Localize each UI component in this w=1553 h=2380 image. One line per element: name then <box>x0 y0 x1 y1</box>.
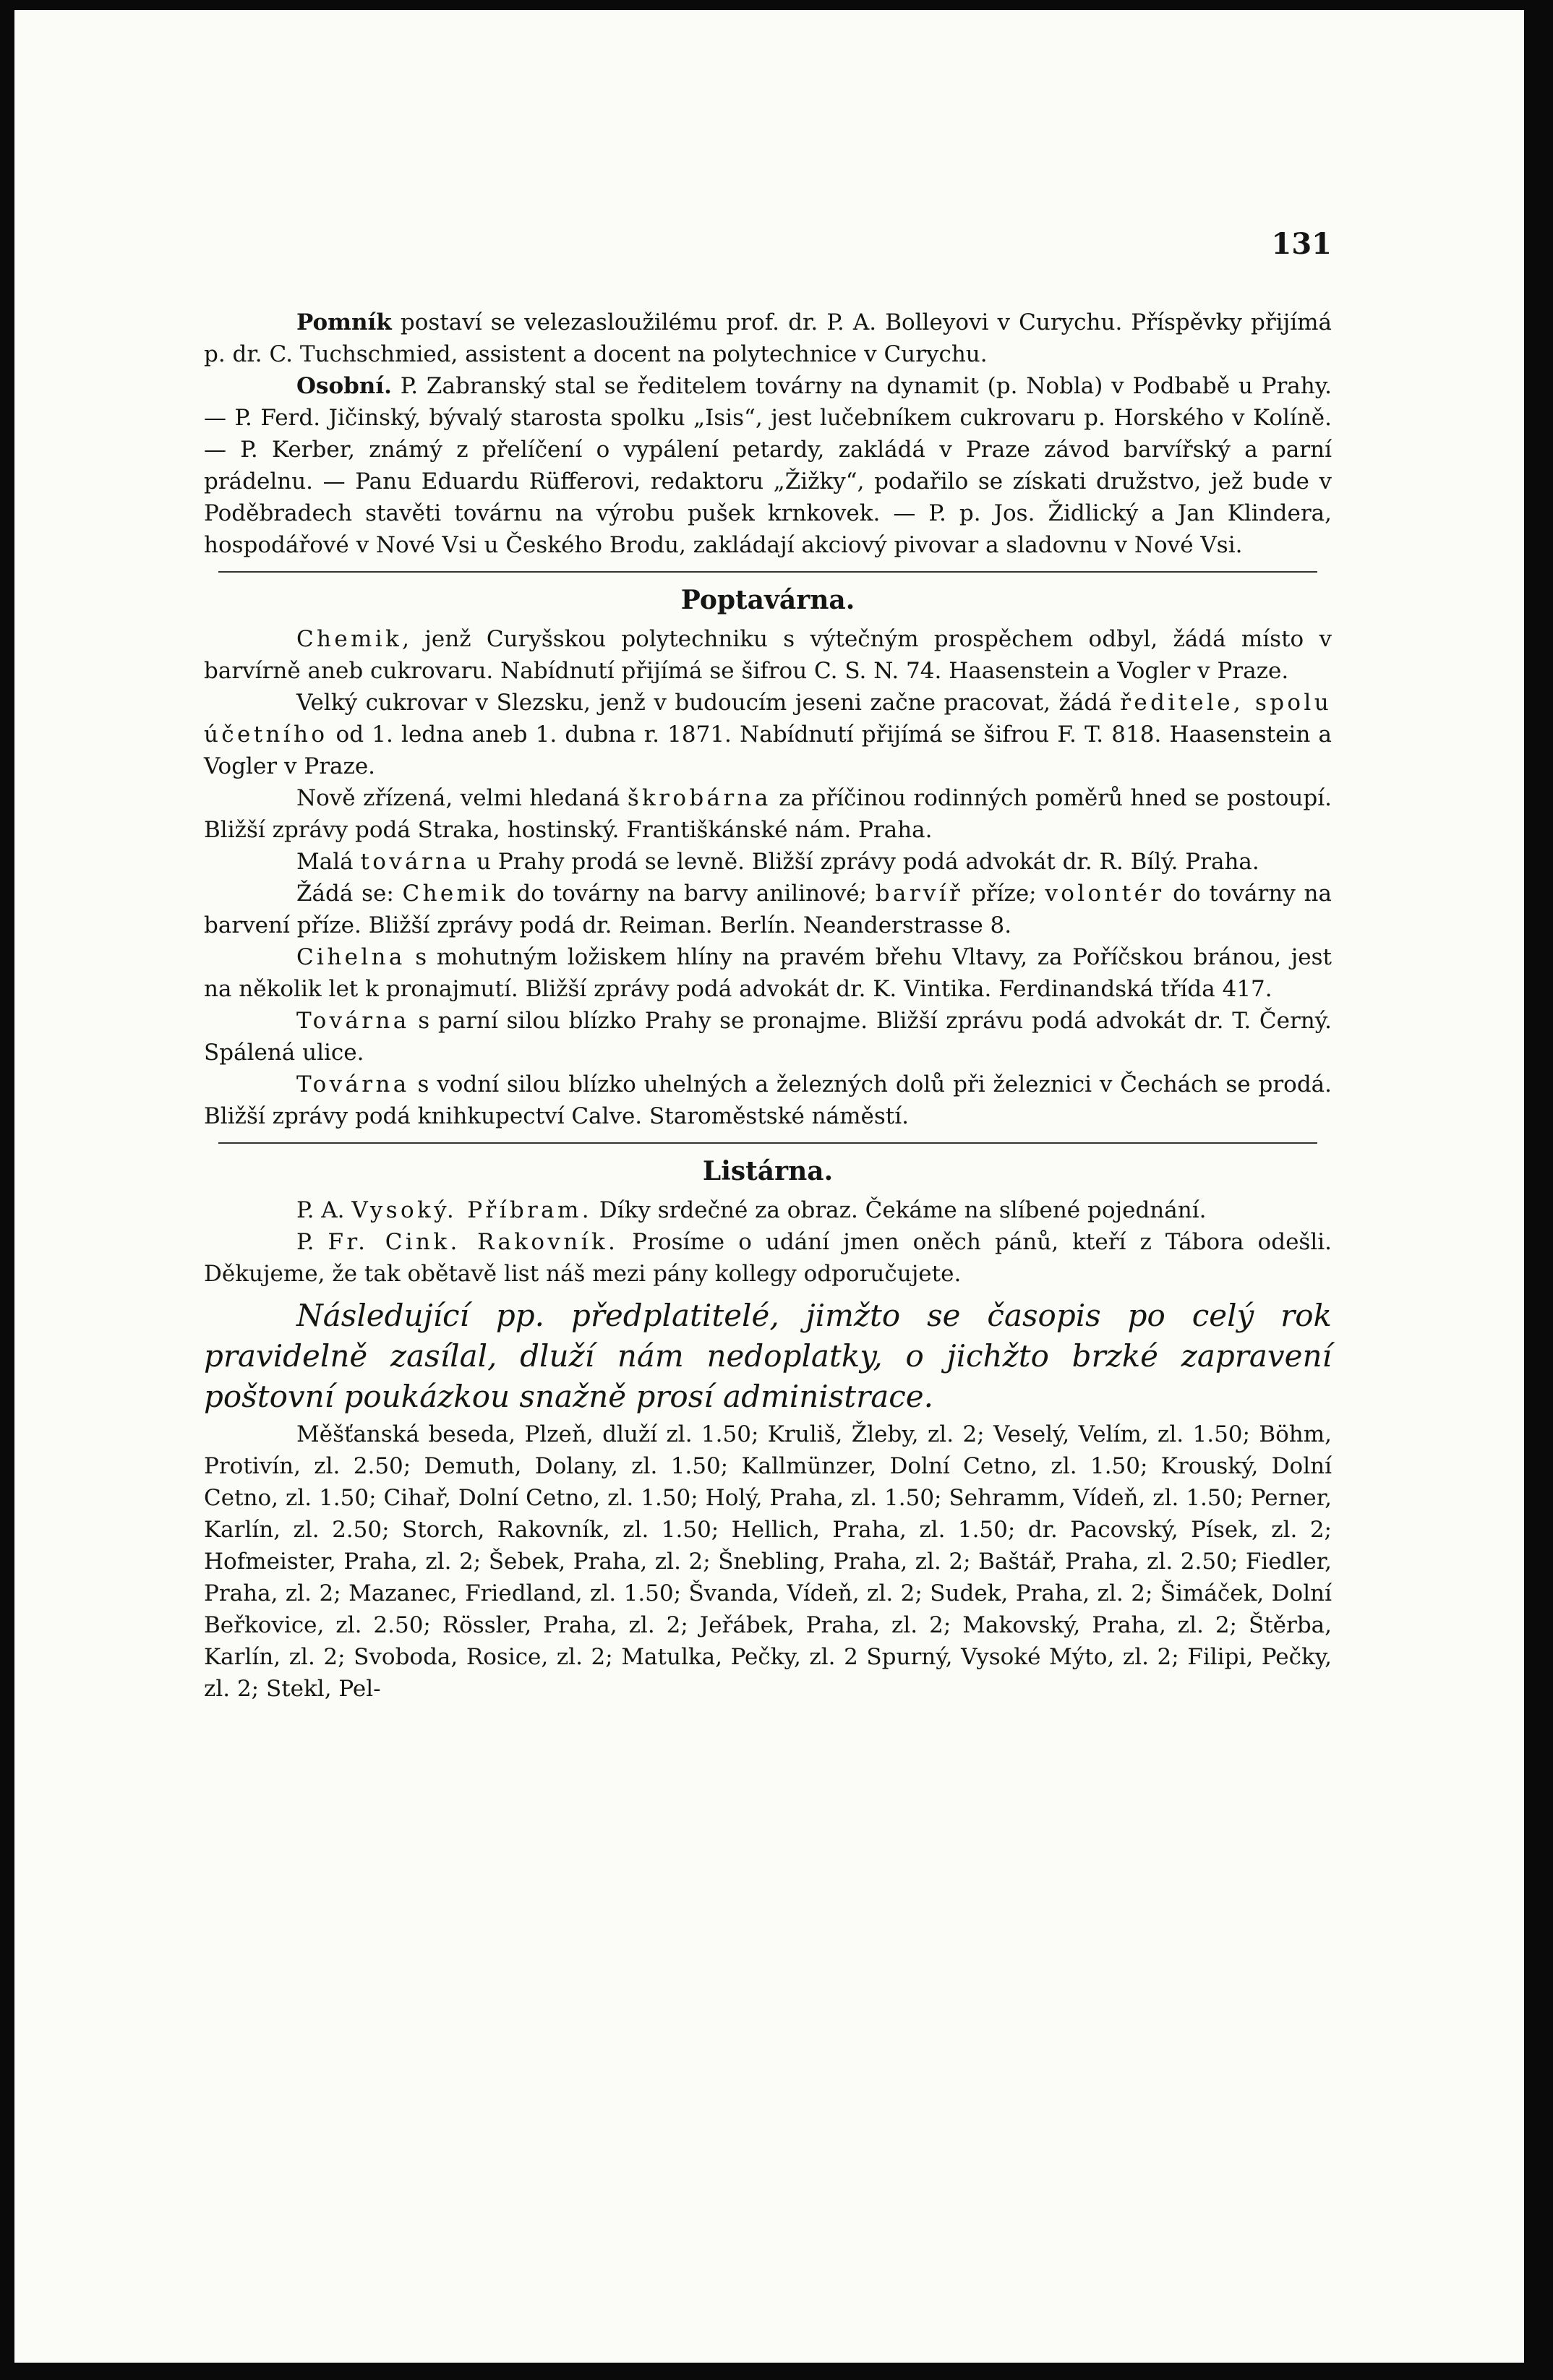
ad-item <box>204 878 1332 941</box>
ad-pre: Žádá se: <box>296 881 403 907</box>
osobni-text: P. Zabranský stal se ředitelem továrny na dynamit (p. Nobla) v Podbabě u Prahy. — P. Ferd. Jičinský, bývalý starosta spolku „Isis“, jest lučebníkem cukrovaru p. Horského v Kolíně. — P. Kerber, známý z přelíčení o vypálení petardy, zakládá v Praze závod barvířský a parní prádelnu. — Panu Eduardu Rüfferovi, redaktoru „Žižky“, podařilo se získati družstvo, jež bude v Poděbradech stavěti továrnu na výrobu pušek krnkovek. — P. p. Jos. Židlický a Jan Klindera, hospodářové v Nové Vsi u Českého Brodu, zakládají akciový pivovar a sladovnu v Nové Vsi. <box>204 373 1332 558</box>
ad-pre: Nově zřízená, velmi hledaná <box>296 785 628 811</box>
ad-keyword: barvíř <box>875 881 964 907</box>
pomnik-lead: Pomník <box>296 309 392 335</box>
ad-keyword: Továrna <box>296 1071 410 1097</box>
ad-text: s mohutným ložiskem hlíny na pravém břehu Vltavy, za Poříčskou bránou, jest na několik let k pronajmutí. Bližší zprávy podá advokát dr. K. Vintika. Ferdinandská třída 417. <box>204 944 1332 1002</box>
ad-keyword: Chemik <box>402 881 508 907</box>
arrears-notice: Následující pp. předplatitelé, jimžto se časopis po celý rok pravidelně zasílal, dluží nám nedoplatky, o jichžto brzké zapravení poštovní poukázkou snažně prosí administrace. <box>204 1298 1332 1414</box>
ad-item <box>204 846 1332 878</box>
ad-text: do továrny na barvení příze. Bližší zprávy podá dr. Reiman. Berlín. Neanderstrasse 8. <box>204 881 1332 938</box>
letter-pre: P. <box>296 1229 328 1255</box>
letter-text: Díky srdečné za obraz. Čekáme na slíbené pojednání. <box>591 1197 1207 1223</box>
ad-text: , jenž Curyšskou polytechniku s výtečným prospěchem odbyl, žádá místo v barvírně aneb cukrovaru. Nabídnutí přijímá se šifrou C. S. N. 74. Haasenstein a Vogler v Praze. <box>204 626 1332 684</box>
ad-keyword: škrobárna <box>627 785 771 811</box>
ad-keyword: Chemik <box>296 626 403 652</box>
letter-item <box>204 1226 1332 1290</box>
debtor-list: Měšťanská beseda, Plzeň, dluží zl. 1.50; Kruliš, Žleby, zl. 2; Veselý, Velím, zl. 1.50; Böhm, Protivín, zl. 2.50; Demuth, Dolany, zl. 1.50; Kallmünzer, Dolní Cetno, zl. 1.50; Krouský, Dolní Cetno, zl. 1.50; Cihař, Dolní Cetno, zl. 1.50; Holý, Praha, zl. 1.50; Sehramm, Vídeň, zl. 1.50; Perner, Karlín, zl. 2.50; Storch, Rakovník, zl. 1.50; Hellich, Praha, zl. 1.50; dr. Pacovský, Písek, zl. 2; Hofmeister, Praha, zl. 2; Šebek, Praha, zl. 2; Šnebling, Praha, zl. 2; Baštář, Praha, zl. 2.50; Fiedler, Praha, zl. 2; Mazanec, Friedland, zl. 1.50; Švanda, Vídeň, zl. 2; Sudek, Praha, zl. 2; Šimáček, Dolní Beřkovice, zl. 2.50; Rössler, Praha, zl. 2; Jeřábek, Praha, zl. 2; Makovský, Praha, zl. 2; Štěrba, Karlín, zl. 2; Svoboda, Rosice, zl. 2; Matulka, Pečky, zl. 2 Spurný, Vysoké Mýto, zl. 2; Filipi, Pečky, zl. 2; Stekl, Pel- <box>204 1421 1332 1702</box>
ad-text: s parní silou blízko Prahy se pronajme. Bližší zprávu podá advokát dr. T. Černý. Spálená ulice. <box>204 1008 1332 1066</box>
osobni-paragraph <box>204 370 1332 561</box>
letter-pre: P. A. <box>296 1197 352 1223</box>
ad-item <box>204 687 1332 782</box>
letter-addressee: Fr. Cink. Rakovník. <box>328 1229 619 1255</box>
divider <box>218 1142 1317 1144</box>
ad-text: s vodní silou blízko uhelných a železných dolů při železnici v Čechách se prodá. Bližší zprávy podá knihkupectví Calve. Staroměstské náměstí. <box>204 1071 1332 1129</box>
letter-addressee: Vysoký. Příbram. <box>351 1197 592 1223</box>
ad-text: u Prahy prodá se levně. Bližší zprávy podá advokát dr. R. Bílý. Praha. <box>469 849 1259 875</box>
pomnik-text: postaví se velezasloužilému prof. dr. P. A. Bolleyovi v Curychu. Příspěvky přijímá p. dr. C. Tuchschmied, assistent a docent na polytechnice v Curychu. <box>204 309 1332 367</box>
letter-text: Prosíme o udání jmen oněch pánů, kteří z Tábora odešli. Děkujeme, že tak obětavě list náš mezi pány kollegy odporučujete. <box>204 1229 1332 1287</box>
ad-keyword: volontér <box>1045 881 1165 907</box>
ad-keyword: Cihelna <box>296 944 406 970</box>
page-number: 131 <box>1271 227 1332 261</box>
page <box>14 10 1524 2363</box>
poptavarna-heading: Poptavárna. <box>680 585 855 615</box>
listarna-heading: Listárna. <box>702 1156 834 1186</box>
ad-item <box>204 941 1332 1005</box>
page-body <box>204 227 1332 1705</box>
ad-keyword: Továrna <box>296 1008 410 1034</box>
ad-item <box>204 623 1332 687</box>
ad-item <box>204 1069 1332 1132</box>
osobni-lead: Osobní. <box>296 373 392 399</box>
ad-text: do továrny na barvy anilinové; <box>508 881 876 907</box>
letter-item <box>204 1194 1332 1226</box>
divider <box>218 571 1317 573</box>
ad-pre: Velký cukrovar v Slezsku, jenž v budoucím jeseni začne pracovat, žádá <box>296 690 1121 716</box>
ad-keyword: továrna <box>360 849 470 875</box>
ad-item <box>204 782 1332 846</box>
ad-item <box>204 1005 1332 1069</box>
ad-text: příze; <box>963 881 1045 907</box>
ad-keyword: ředitele, spolu účetního <box>204 690 1332 748</box>
ad-text: za příčinou rodinných poměrů hned se postoupí. Bližší zprávy podá Straka, hostinský. Františkánské nám. Praha. <box>204 785 1332 843</box>
ad-pre: Malá <box>296 849 361 875</box>
pomnik-paragraph <box>204 307 1332 370</box>
ad-text: od 1. ledna aneb 1. dubna r. 1871. Nabídnutí přijímá se šifrou F. T. 818. Haasenstein a Vogler v Praze. <box>204 722 1332 779</box>
